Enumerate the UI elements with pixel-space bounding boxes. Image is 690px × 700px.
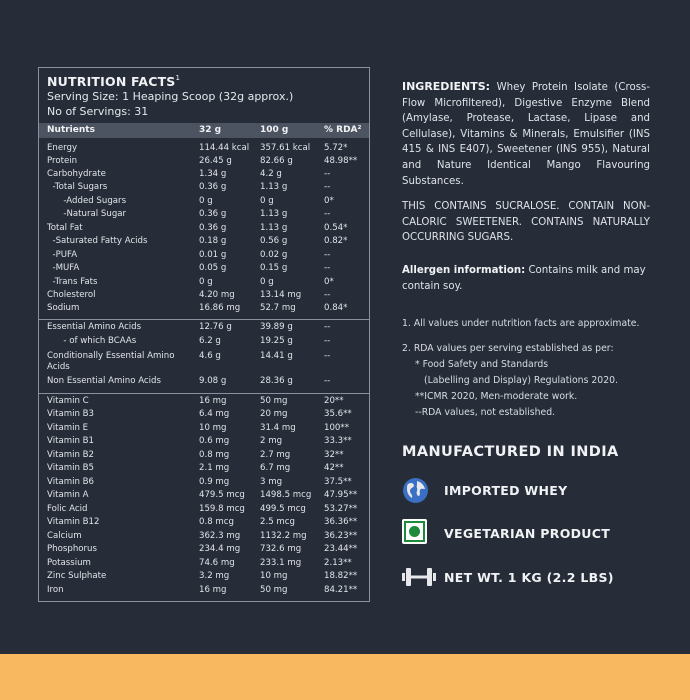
value-32g: 9.08 g	[199, 376, 227, 386]
value-100g: 19.25 g	[260, 336, 293, 346]
nutrient-name: Non Essential Amino Acids	[47, 376, 161, 386]
value-100g: 4.2 g	[260, 169, 282, 179]
value-rda: 36.36**	[324, 517, 358, 527]
nutrition-row	[39, 223, 369, 236]
nutrient-name: Zinc Sulphate	[47, 571, 107, 581]
nutrient-name: Vitamin B5	[47, 463, 95, 473]
ingredients-text: Whey Protein Isolate (Cross-Flow Microfiltered), Digestive Enzyme Blend (Amylase, Protease, Lactase, Lipase and Cellulase), Vitamins & Minerals, Emulsifier (INS 415 & INS E407), Sweetener (INS 955), Natural and Nature Identical Mango Flavouring Substances.	[402, 82, 650, 187]
nutrition-row	[39, 504, 369, 517]
value-100g: 13.14 mg	[260, 290, 302, 300]
nutrition-table-header	[39, 123, 369, 138]
value-32g: 0.01 g	[199, 250, 227, 260]
value-32g: 0 g	[199, 277, 213, 287]
value-32g: 0.36 g	[199, 182, 227, 192]
nutrition-row	[39, 423, 369, 436]
value-rda: --	[324, 322, 331, 332]
value-rda: 18.82**	[324, 571, 358, 581]
nutrient-name: Vitamin B6	[47, 477, 95, 487]
nutrition-row	[39, 376, 369, 389]
value-100g: 2 mg	[260, 436, 283, 446]
servings-count: No of Servings: 31	[47, 105, 149, 118]
value-rda: 0*	[324, 277, 334, 287]
value-100g: 50 mg	[260, 585, 288, 595]
nutrient-name: -Added Sugars	[47, 196, 127, 206]
value-100g: 39.89 g	[260, 322, 293, 332]
ingredients	[402, 79, 650, 189]
allergen-text: Contains milk and may contain soy.	[402, 265, 646, 292]
nutrient-name: Total Fat	[47, 223, 83, 233]
vegetarian-icon	[402, 519, 427, 544]
value-rda: 100**	[324, 423, 349, 433]
value-100g: 82.66 g	[260, 156, 293, 166]
nutrition-row	[39, 517, 369, 530]
nutrition-row	[39, 250, 369, 263]
value-32g: 0.36 g	[199, 209, 227, 219]
nutrition-row	[39, 182, 369, 195]
value-100g: 2.5 mcg	[260, 517, 295, 527]
nutrient-name: Carbohydrate	[47, 169, 106, 179]
nutrition-row	[39, 463, 369, 476]
nutrition-title: NUTRITION FACTS$^1$	[47, 74, 181, 89]
value-32g: 16.86 mg	[199, 303, 241, 313]
contains-statement: THIS CONTAINS SUCRALOSE. CONTAIN NON-CALORIC SWEETENER. CONTAINS NATURALLY OCCURRING SUGARS.	[402, 201, 650, 244]
value-100g: 1.13 g	[260, 209, 288, 219]
header-nutrients: Nutrients	[47, 125, 95, 135]
value-100g: 10 mg	[260, 571, 288, 581]
allergen-info	[402, 263, 664, 294]
serving-size: Serving Size: 1 Heaping Scoop (32g approx.)	[47, 90, 294, 103]
value-100g: 50 mg	[260, 396, 288, 406]
value-rda: --	[324, 263, 331, 273]
nutrition-row	[39, 571, 369, 584]
value-32g: 0.36 g	[199, 223, 227, 233]
nutrition-row	[39, 336, 369, 349]
nutrient-name: Essential Amino Acids	[47, 322, 142, 332]
value-100g: 0.02 g	[260, 250, 288, 260]
feature-imported-whey: IMPORTED WHEY	[444, 483, 568, 498]
value-100g: 499.5 mcg	[260, 504, 306, 514]
nutrient-name: Folic Acid	[47, 504, 88, 514]
feature-vegetarian: VEGETARIAN PRODUCT	[444, 526, 611, 541]
value-32g: 362.3 mg	[199, 531, 241, 541]
value-100g: 0.15 g	[260, 263, 288, 273]
value-rda: 2.13**	[324, 558, 352, 568]
note-1: 1. All values under nutrition facts are approximate.	[402, 318, 640, 329]
nutrient-name: - of which BCAAs	[47, 336, 137, 346]
value-100g: 28.36 g	[260, 376, 293, 386]
value-32g: 479.5 mcg	[199, 490, 245, 500]
value-rda: 84.21**	[324, 585, 358, 595]
value-rda: 47.95**	[324, 490, 358, 500]
value-100g: 31.4 mg	[260, 423, 296, 433]
value-100g: 3 mg	[260, 477, 283, 487]
value-100g: 1132.2 mg	[260, 531, 307, 541]
nutrient-name: Cholesterol	[47, 290, 96, 300]
value-rda: --	[324, 250, 331, 260]
value-rda: 5.72*	[324, 143, 348, 153]
nutrient-name: Vitamin C	[47, 396, 89, 406]
nutrient-name: -Total Sugars	[47, 182, 108, 192]
table-divider	[39, 393, 369, 394]
value-32g: 159.8 mcg	[199, 504, 245, 514]
value-100g: 357.61 kcal	[260, 143, 311, 153]
note-fssai: * Food Safety and Standards	[415, 359, 549, 370]
value-32g: 26.45 g	[199, 156, 232, 166]
nutrition-row	[39, 436, 369, 449]
value-rda: 42**	[324, 463, 344, 473]
value-32g: 1.34 g	[199, 169, 227, 179]
nutrition-row	[39, 477, 369, 490]
nutrient-name: Vitamin B2	[47, 450, 95, 460]
nutrient-name: -Saturated Fatty Acids	[47, 236, 148, 246]
value-100g: 1498.5 mcg	[260, 490, 312, 500]
nutrition-row	[39, 303, 369, 316]
nutrition-row	[39, 558, 369, 571]
manufactured-in-india: MANUFACTURED IN INDIA	[402, 444, 619, 460]
value-32g: 0.05 g	[199, 263, 227, 273]
value-rda: --	[324, 169, 331, 179]
value-32g: 3.2 mg	[199, 571, 230, 581]
nutrition-row	[39, 263, 369, 276]
feature-net-weight: NET WT. 1 KG (2.2 LBS)	[444, 570, 614, 585]
nutrition-row	[39, 490, 369, 503]
nutrient-name: Iron	[47, 585, 64, 595]
value-100g: 233.1 mg	[260, 558, 302, 568]
nutrient-name: Energy	[47, 143, 78, 153]
nutrient-name: Protein	[47, 156, 78, 166]
value-32g: 0.18 g	[199, 236, 227, 246]
nutrition-row	[39, 277, 369, 290]
nutrition-row	[39, 351, 369, 375]
value-32g: 6.4 mg	[199, 409, 230, 419]
nutrient-name: -Natural Sugar	[47, 209, 127, 219]
value-32g: 0 g	[199, 196, 213, 206]
value-rda: 36.23**	[324, 531, 358, 541]
value-32g: 0.8 mg	[199, 450, 230, 460]
nutrient-name: Vitamin B3	[47, 409, 95, 419]
nutrition-row	[39, 236, 369, 249]
value-32g: 2.1 mg	[199, 463, 230, 473]
nutrition-row	[39, 531, 369, 544]
value-100g: 20 mg	[260, 409, 288, 419]
allergen-label: Allergen information:	[402, 265, 526, 276]
nutrient-name: -MUFA	[47, 263, 80, 273]
nutrient-name: -Trans Fats	[47, 277, 98, 287]
value-rda: --	[324, 376, 331, 386]
nutrient-name: Calcium	[47, 531, 82, 541]
value-32g: 16 mg	[199, 396, 227, 406]
value-32g: 6.2 g	[199, 336, 221, 346]
value-rda: 0.82*	[324, 236, 348, 246]
value-32g: 4.20 mg	[199, 290, 235, 300]
nutrient-name: -PUFA	[47, 250, 78, 260]
nutrition-row	[39, 450, 369, 463]
value-rda: --	[324, 182, 331, 192]
value-32g: 4.6 g	[199, 351, 221, 361]
value-rda: --	[324, 351, 331, 361]
value-rda: 48.98**	[324, 156, 358, 166]
nutrition-row	[39, 396, 369, 409]
nutrition-facts-panel	[38, 67, 370, 602]
note-rda-not-established: --RDA values, not established.	[415, 407, 556, 418]
value-rda: 32**	[324, 450, 344, 460]
dumbbell-icon	[402, 567, 436, 587]
ingredients-label: INGREDIENTS:	[402, 80, 491, 93]
value-100g: 0 g	[260, 196, 274, 206]
value-rda: 35.6**	[324, 409, 352, 419]
table-divider	[39, 319, 369, 320]
nutrition-row	[39, 322, 369, 335]
nutrient-name: Potassium	[47, 558, 91, 568]
nutrient-name: Conditionally Essential Amino Acids	[47, 351, 175, 372]
value-rda: --	[324, 290, 331, 300]
nutrition-row	[39, 169, 369, 182]
value-32g: 0.6 mg	[199, 436, 230, 446]
value-rda: 23.44**	[324, 544, 358, 554]
value-32g: 10 mg	[199, 423, 227, 433]
value-32g: 234.4 mg	[199, 544, 241, 554]
nutrition-row	[39, 409, 369, 422]
value-32g: 0.8 mcg	[199, 517, 234, 527]
value-rda: 33.3**	[324, 436, 352, 446]
value-rda: 20**	[324, 396, 344, 406]
nutrient-name: Vitamin B1	[47, 436, 95, 446]
value-100g: 1.13 g	[260, 223, 288, 233]
value-rda: --	[324, 209, 331, 219]
value-rda: --	[324, 336, 331, 346]
value-rda: 0*	[324, 196, 334, 206]
nutrient-name: Vitamin B12	[47, 517, 100, 527]
accent-bar	[0, 654, 690, 700]
header-100g: 100 g	[260, 125, 289, 135]
value-32g: 0.9 mg	[199, 477, 230, 487]
value-32g: 12.76 g	[199, 322, 232, 332]
nutrition-row	[39, 209, 369, 222]
value-32g: 16 mg	[199, 585, 227, 595]
nutrition-row	[39, 156, 369, 169]
header-rda: % RDA²	[324, 125, 362, 135]
value-rda: 53.27**	[324, 504, 358, 514]
nutrition-row	[39, 196, 369, 209]
nutrition-row	[39, 290, 369, 303]
nutrition-row	[39, 585, 369, 598]
note-2: 2. RDA values per serving established as per:	[402, 343, 614, 354]
value-100g: 52.7 mg	[260, 303, 296, 313]
value-100g: 6.7 mg	[260, 463, 291, 473]
nutrient-name: Phosphorus	[47, 544, 97, 554]
header-32g: 32 g	[199, 125, 222, 135]
note-fssai-regulation: (Labelling and Display) Regulations 2020.	[424, 375, 618, 386]
value-32g: 114.44 kcal	[199, 143, 250, 153]
value-100g: 2.7 mg	[260, 450, 291, 460]
value-100g: 14.41 g	[260, 351, 293, 361]
nutrition-row	[39, 143, 369, 156]
nutrition-row	[39, 544, 369, 557]
note-icmr: **ICMR 2020, Men-moderate work.	[415, 391, 578, 402]
nutrient-name: Vitamin A	[47, 490, 89, 500]
globe-icon	[402, 477, 429, 504]
value-100g: 1.13 g	[260, 182, 288, 192]
value-rda: 0.54*	[324, 223, 348, 233]
value-100g: 0.56 g	[260, 236, 288, 246]
value-100g: 0 g	[260, 277, 274, 287]
value-32g: 74.6 mg	[199, 558, 235, 568]
value-100g: 732.6 mg	[260, 544, 302, 554]
nutrient-name: Sodium	[47, 303, 80, 313]
nutrient-name: Vitamin E	[47, 423, 89, 433]
value-rda: 37.5**	[324, 477, 352, 487]
value-rda: 0.84*	[324, 303, 348, 313]
